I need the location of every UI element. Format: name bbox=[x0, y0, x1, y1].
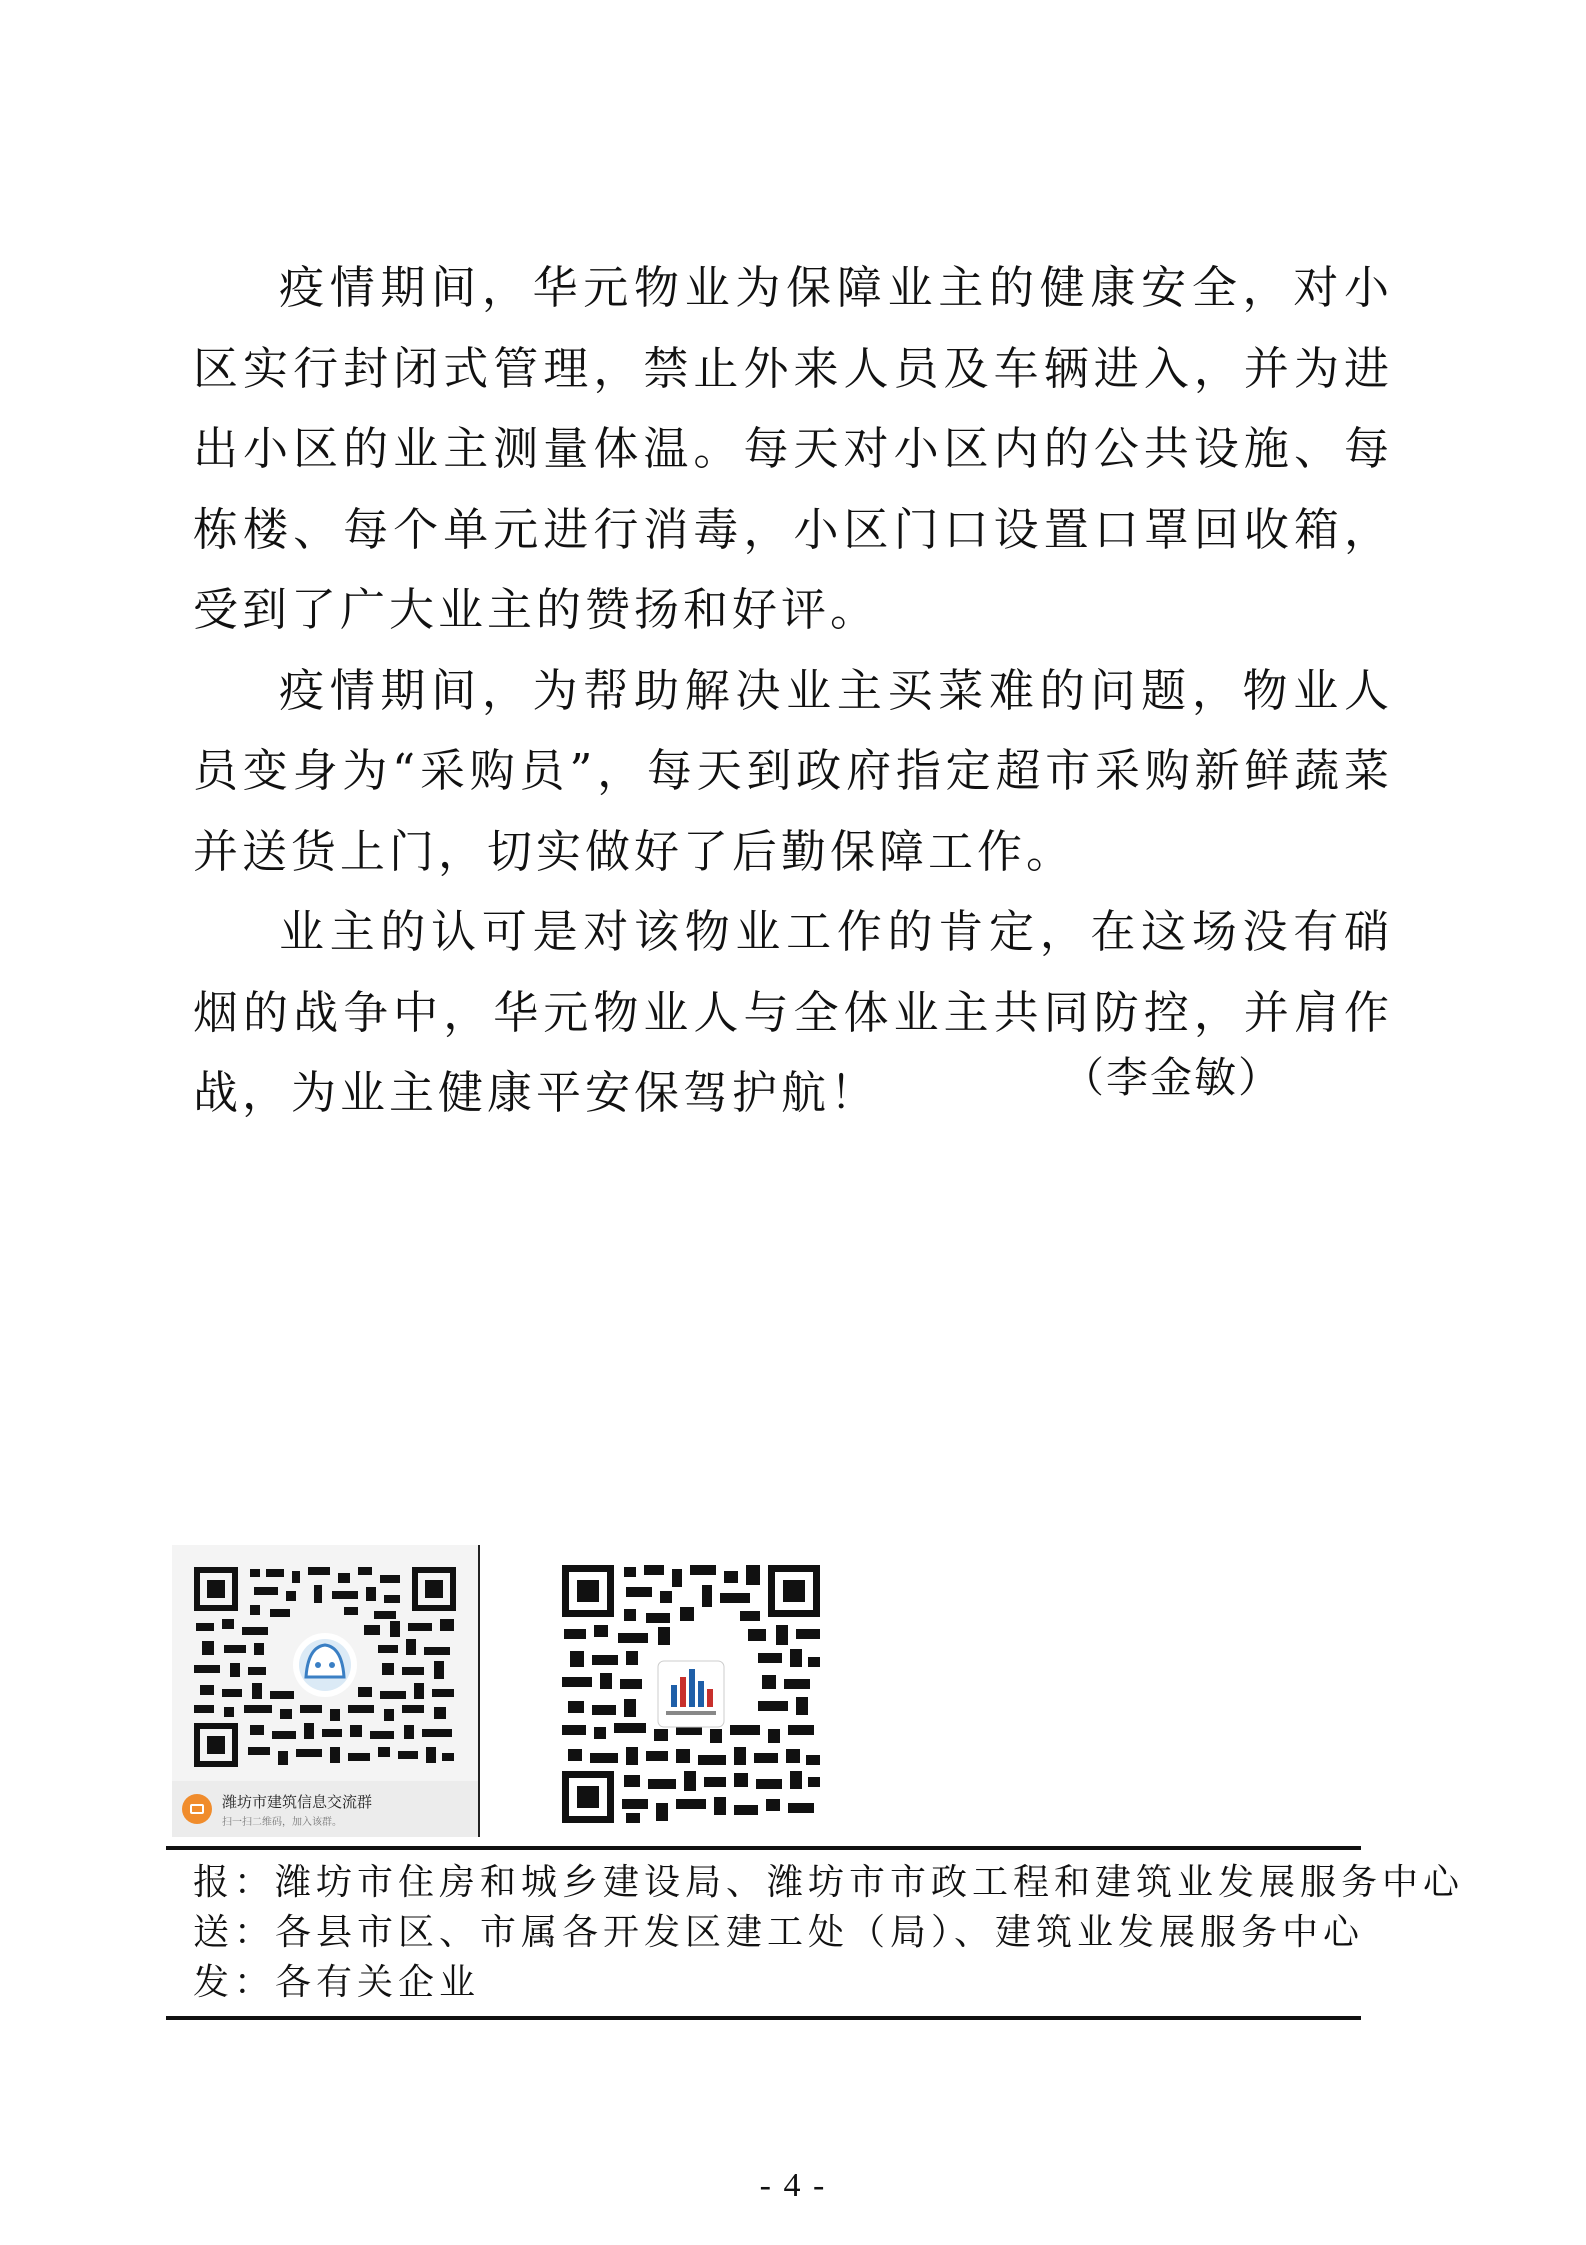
qr-card-footer bbox=[172, 1781, 478, 1837]
author-signature: （李金敏） bbox=[1062, 1053, 1283, 1102]
distribution-list bbox=[193, 1858, 1464, 2008]
qr-code-icon bbox=[194, 1567, 456, 1767]
paragraph: 疫情期间，为帮助解决业主买菜难的问题，物业人员变身为“采购员”，每天到政府指定超市采购新鲜蔬菜并送货上门，切实做好了后勤保障工作。 bbox=[193, 663, 1393, 878]
wechat-group-qr-card bbox=[172, 1545, 480, 1837]
group-icon bbox=[182, 1794, 212, 1824]
paragraph: 疫情期间，华元物业为保障业主的健康安全，对小区实行封闭式管理，禁止外来人员及车辆进入，并为进出小区的业主测量体温。每天对小区内的公共设施、每栋楼、每个单元进行消毒，小区门口设置口罩回收箱，受到了广大业主的赞扬和好评。 bbox=[193, 261, 1393, 636]
group-name: 潍坊市建筑信息交流群 bbox=[222, 1794, 373, 1811]
top-rule bbox=[166, 1846, 1361, 1850]
article-body bbox=[193, 248, 1393, 1134]
paragraph: 业主的认可是对该物业工作的肯定，在这场没有硝烟的战争中，华元物业人与全体业主共同防控，并肩作战，为业主健康平安保驾护航！ bbox=[193, 905, 1393, 1119]
report-line: 报：潍坊市住房和城乡建设局、潍坊市市政工程和建筑业发展服务中心 bbox=[193, 1862, 1465, 1903]
send-line: 送：各县市区、市属各开发区建工处（局）、建筑业发展服务中心 bbox=[193, 1912, 1365, 1953]
page-number: - 4 - bbox=[759, 2167, 827, 2204]
bottom-rule bbox=[166, 2016, 1361, 2020]
group-hint: 扫一扫二维码，加入该群。 bbox=[222, 1817, 342, 1828]
issue-line: 发：各有关企业 bbox=[193, 1962, 481, 2003]
qr-code-icon bbox=[562, 1565, 820, 1823]
